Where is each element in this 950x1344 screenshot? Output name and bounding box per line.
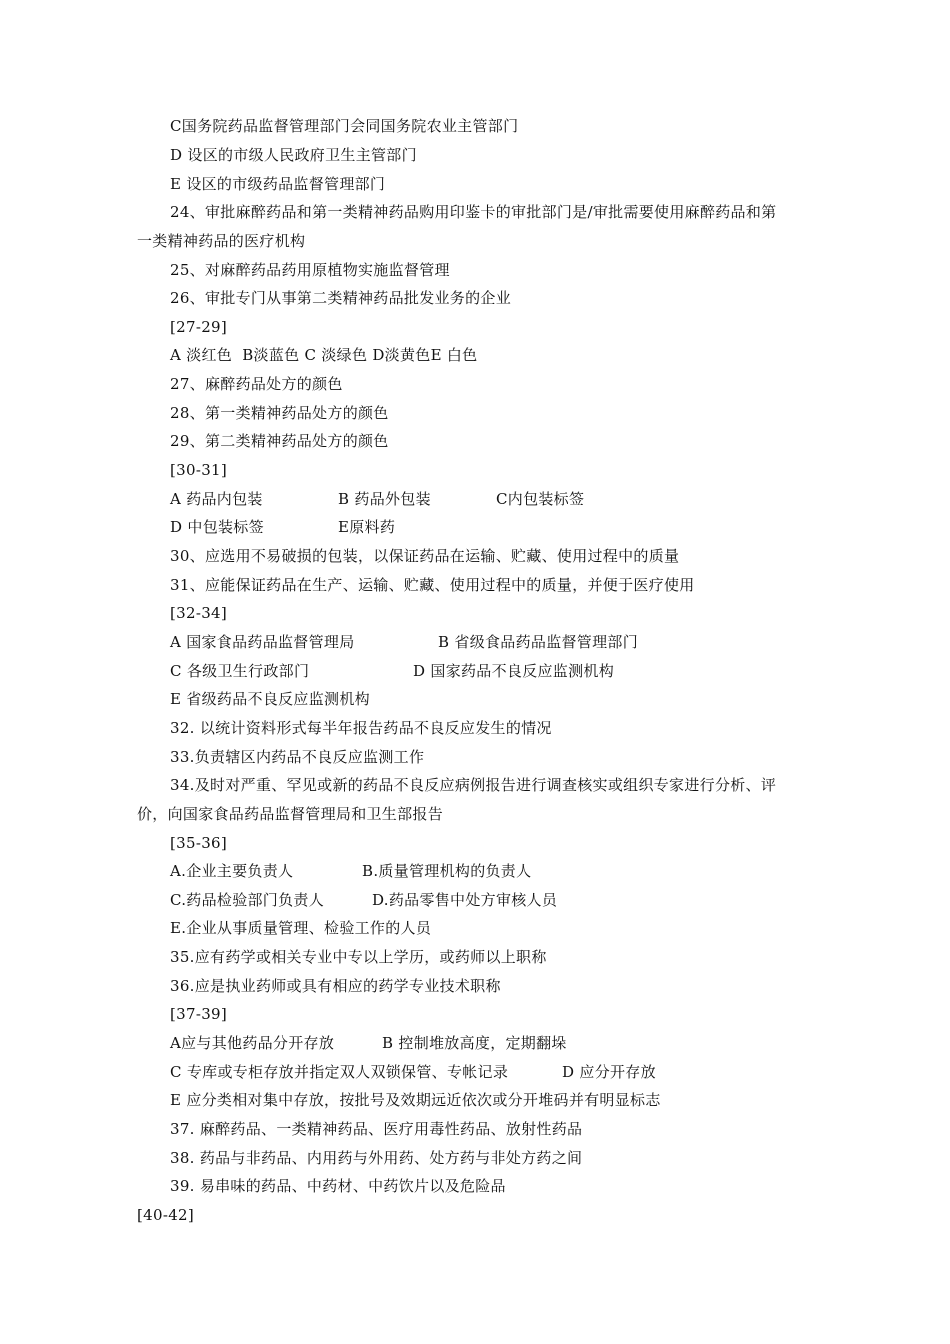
group-header-27-29: [27-29] — [170, 318, 228, 336]
option-c-35: C.药品检验部门负责人 — [170, 891, 325, 909]
group-header-30-31: [30-31] — [170, 461, 228, 479]
option-c-line: C国务院药品监督管理部门会同国务院农业主管部门 — [170, 117, 519, 135]
question-26: 26、审批专门从事第二类精神药品批发业务的企业 — [170, 289, 511, 307]
option-a-32: A 国家食品药品监督管理局 — [170, 633, 355, 651]
option-e-30: E原料药 — [338, 518, 396, 536]
option-d-line: D 设区的市级人民政府卫生主管部门 — [170, 146, 417, 164]
option-d-32: D 国家药品不良反应监测机构 — [413, 662, 614, 680]
option-a-37: A应与其他药品分开存放 — [170, 1034, 335, 1052]
group-header-35-36: [35-36] — [170, 834, 228, 852]
question-29: 29、第二类精神药品处方的颜色 — [170, 432, 389, 450]
question-31: 31、应能保证药品在生产、运输、贮藏、使用过程中的质量，并便于医疗使用 — [170, 576, 695, 594]
group-header-32-34: [32-34] — [170, 604, 228, 622]
question-25: 25、对麻醉药品药用原植物实施监督管理 — [170, 261, 450, 279]
option-c-37: C 专库或专柜存放并指定双人双锁保管、专帐记录 — [170, 1063, 509, 1081]
option-d-35: D.药品零售中处方审核人员 — [372, 891, 558, 909]
question-37: 37. 麻醉药品、一类精神药品、医疗用毒性药品、放射性药品 — [170, 1120, 583, 1138]
option-c-32: C 各级卫生行政部门 — [170, 662, 310, 680]
question-28: 28、第一类精神药品处方的颜色 — [170, 404, 389, 422]
question-33: 33.负责辖区内药品不良反应监测工作 — [170, 748, 425, 766]
option-d-30: D 中包装标签 — [170, 518, 264, 536]
question-39: 39. 易串味的药品、中药材、中药饮片以及危险品 — [170, 1177, 506, 1195]
options-27-29: A 淡红色 B淡蓝色 C 淡绿色 D淡黄色E 白色 — [170, 346, 478, 364]
question-34: 34.及时对严重、罕见或新的药品不良反应病例报告进行调查核实或组织专家进行分析、评 — [170, 776, 777, 794]
option-a-35: A.企业主要负责人 — [170, 862, 294, 880]
question-24: 24、审批麻醉药品和第一类精神药品购用印鉴卡的审批部门是/审批需要使用麻醉药品和第 — [170, 203, 777, 221]
question-24-cont: 一类精神药品的医疗机构 — [137, 232, 306, 250]
option-b-35: B.质量管理机构的负责人 — [362, 862, 532, 880]
option-d-37: D 应分开存放 — [562, 1063, 656, 1081]
option-b-37: B 控制堆放高度，定期翻垛 — [382, 1034, 567, 1052]
group-header-37-39: [37-39] — [170, 1005, 228, 1023]
question-36: 36.应是执业药师或具有相应的药学专业技术职称 — [170, 977, 501, 995]
question-32: 32. 以统计资料形式每半年报告药品不良反应发生的情况 — [170, 719, 552, 737]
option-b-30: B 药品外包装 — [338, 490, 431, 508]
question-35: 35.应有药学或相关专业中专以上学历，或药师以上职称 — [170, 948, 547, 966]
option-e-35: E.企业从事质量管理、检验工作的人员 — [170, 919, 432, 937]
option-c-30: C内包装标签 — [496, 490, 585, 508]
group-header-40-42: [40-42] — [137, 1206, 195, 1224]
option-a-30: A 药品内包装 — [170, 490, 263, 508]
option-e-32: E 省级药品不良反应监测机构 — [170, 690, 370, 708]
question-34-cont: 价，向国家食品药品监督管理局和卫生部报告 — [137, 805, 444, 823]
option-e-line: E 设区的市级药品监督管理部门 — [170, 175, 386, 193]
question-30: 30、应选用不易破损的包装，以保证药品在运输、贮藏、使用过程中的质量 — [170, 547, 680, 565]
option-b-32: B 省级食品药品监督管理部门 — [438, 633, 638, 651]
question-38: 38. 药品与非药品、内用药与外用药、处方药与非处方药之间 — [170, 1149, 583, 1167]
option-e-37: E 应分类相对集中存放，按批号及效期远近依次或分开堆码并有明显标志 — [170, 1091, 661, 1109]
question-27: 27、麻醉药品处方的颜色 — [170, 375, 343, 393]
